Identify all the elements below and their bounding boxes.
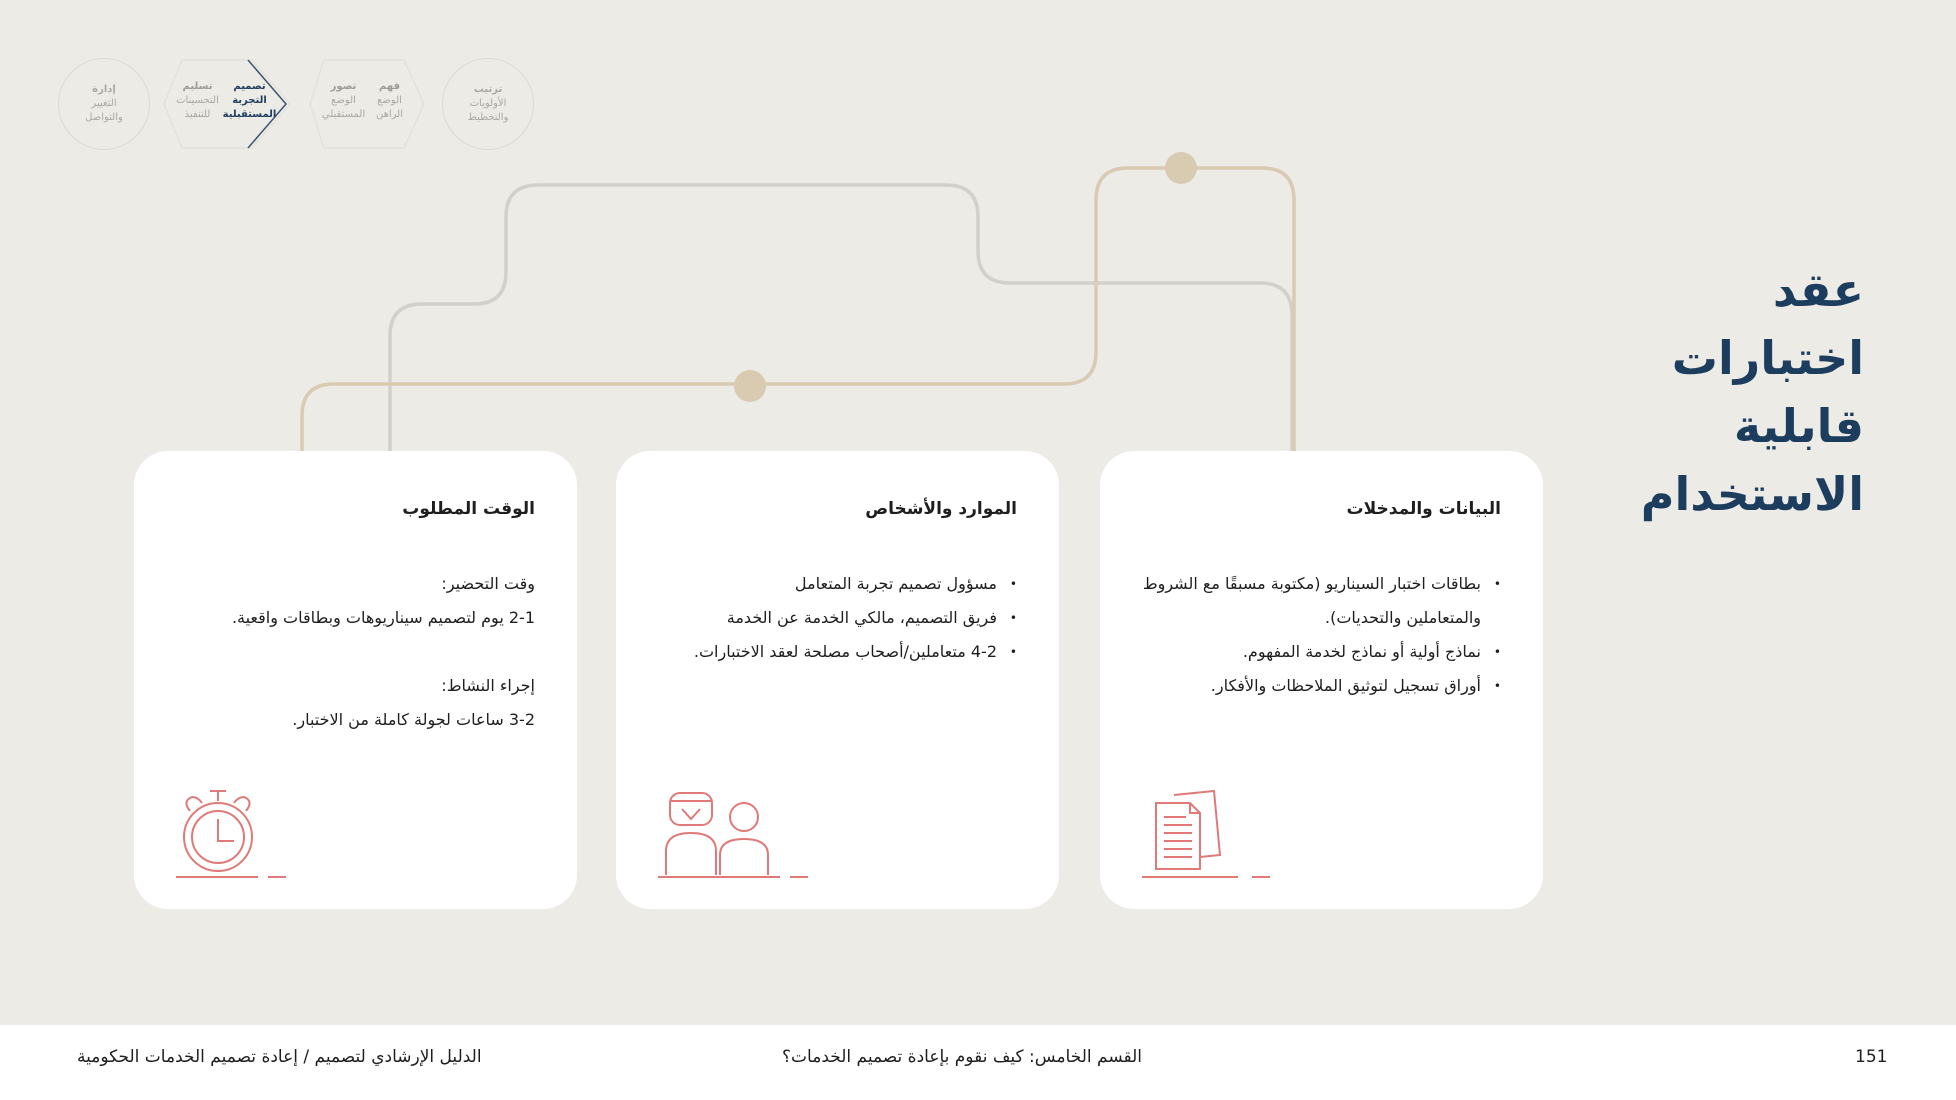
page-title: عقد اختبارات قابلية الاستخدام — [1640, 263, 1864, 521]
people-icon — [658, 789, 818, 879]
list-item: • مسؤول تصميم تجربة المتعامل — [656, 567, 997, 601]
card-body — [1140, 567, 1501, 703]
step-pair-understand-envision[interactable] — [304, 58, 434, 150]
page-footer — [0, 1025, 1956, 1100]
process-stepper — [50, 52, 540, 160]
card-body — [656, 567, 1017, 669]
prep-value: 2-1 يوم لتصميم سيناريوهات وبطاقات واقعية. — [231, 608, 535, 627]
card-resources-people — [616, 451, 1059, 909]
footer-guide: الدليل الإرشادي لتصميم / إعادة تصميم الخدمات الحكومية — [77, 1047, 482, 1067]
card-title: الموارد والأشخاص — [865, 499, 1017, 519]
run-value: 3-2 ساعات لجولة كاملة من الاختبار. — [292, 710, 535, 729]
card-required-time — [134, 451, 577, 909]
prep-label: وقت التحضير: — [441, 574, 535, 593]
list-item: • أوراق تسجيل لتوثيق الملاحظات والأفكار. — [1140, 669, 1481, 703]
step-understand[interactable]: فهم الوضع الراهن — [375, 81, 403, 120]
list-item: • 4-2 متعاملين/أصحاب مصلحة لعقد الاختبارات. — [656, 635, 997, 669]
footer-section: القسم الخامس: كيف نقوم بإعادة تصميم الخدمات؟ — [782, 1047, 1142, 1067]
step-management[interactable]: إدارة التغيير والتواصل — [58, 58, 150, 150]
documents-icon — [1142, 789, 1282, 879]
step-design-active[interactable]: تصميم التجربة المستقبلية — [222, 81, 277, 120]
step-pair-design-deliver[interactable] — [162, 58, 292, 150]
step-deliver[interactable]: تسليم التحسينات للتنفيذ — [176, 81, 219, 120]
list-item: • بطاقات اختبار السيناريو (مكتوبة مسبقًا مع الشروط والمتعاملين والتحديات). — [1140, 567, 1481, 635]
page-number: 151 — [1855, 1047, 1888, 1067]
list-item: • نماذج أولية أو نماذج لخدمة المفهوم. — [1140, 635, 1481, 669]
step-prioritize[interactable]: ترتيب الأولويات والتخطيط — [442, 58, 534, 150]
card-title: الوقت المطلوب — [402, 499, 535, 519]
card-data-inputs — [1100, 451, 1543, 909]
card-title: البيانات والمدخلات — [1346, 499, 1501, 519]
run-label: إجراء النشاط: — [441, 676, 535, 695]
stopwatch-icon — [176, 789, 316, 879]
step-envision[interactable]: تصور الوضع المستقبلي — [321, 81, 366, 120]
list-item: • فريق التصميم، مالكي الخدمة عن الخدمة — [656, 601, 997, 635]
card-body — [174, 567, 535, 737]
